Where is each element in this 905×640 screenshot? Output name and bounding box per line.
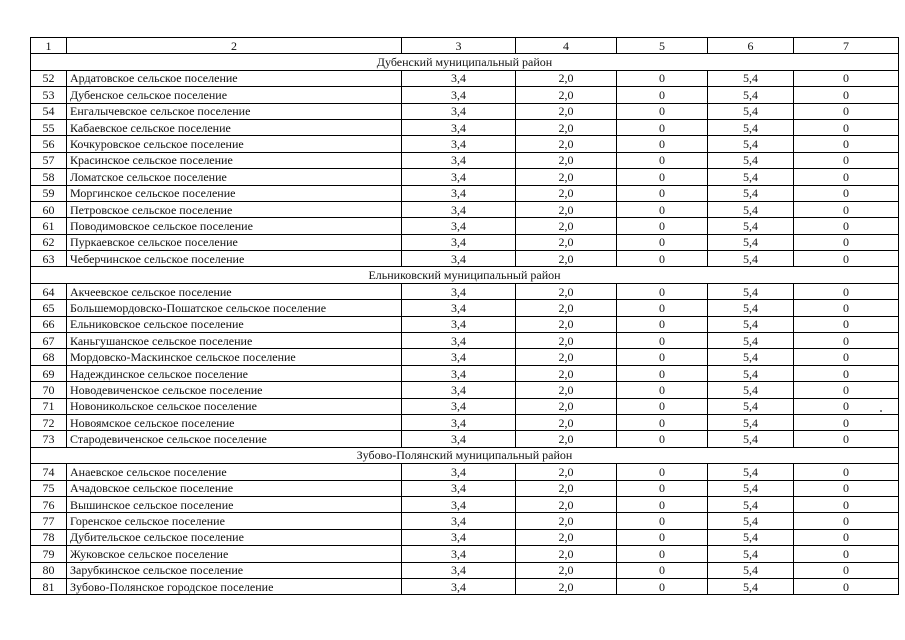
table-row — [31, 349, 899, 365]
value-col-6: 5,4 — [708, 480, 794, 496]
value-col-7: 0 — [794, 578, 899, 594]
value-col-6: 5,4 — [708, 562, 794, 578]
value-col-4: 2,0 — [516, 529, 617, 545]
row-number: 75 — [31, 480, 67, 496]
value-col-6: 5,4 — [708, 349, 794, 365]
settlement-name: Чеберчинское сельское поселение — [67, 251, 402, 267]
value-col-6: 5,4 — [708, 496, 794, 512]
row-number: 68 — [31, 349, 67, 365]
column-number: 4 — [516, 38, 617, 54]
row-number: 61 — [31, 218, 67, 234]
section-header-row — [31, 447, 899, 463]
row-number: 62 — [31, 234, 67, 250]
table-row — [31, 431, 899, 447]
value-col-7: 0 — [794, 349, 899, 365]
value-col-3: 3,4 — [402, 414, 516, 430]
row-number: 76 — [31, 496, 67, 512]
settlement-name: Моргинское сельское поселение — [67, 185, 402, 201]
value-col-5: 0 — [617, 316, 708, 332]
row-number: 60 — [31, 201, 67, 217]
value-col-5: 0 — [617, 546, 708, 562]
table-row — [31, 169, 899, 185]
value-col-7: 0 — [794, 234, 899, 250]
value-col-5: 0 — [617, 152, 708, 168]
table-row — [31, 119, 899, 135]
value-col-6: 5,4 — [708, 119, 794, 135]
value-col-7: 0 — [794, 365, 899, 381]
value-col-7: 0 — [794, 201, 899, 217]
value-col-3: 3,4 — [402, 169, 516, 185]
value-col-3: 3,4 — [402, 529, 516, 545]
value-col-4: 2,0 — [516, 218, 617, 234]
value-col-3: 3,4 — [402, 578, 516, 594]
value-col-6: 5,4 — [708, 152, 794, 168]
table-row — [31, 365, 899, 381]
value-col-4: 2,0 — [516, 578, 617, 594]
value-col-7: 0 — [794, 398, 899, 414]
value-col-5: 0 — [617, 480, 708, 496]
value-col-5: 0 — [617, 169, 708, 185]
table-row — [31, 546, 899, 562]
row-number: 78 — [31, 529, 67, 545]
value-col-4: 2,0 — [516, 513, 617, 529]
value-col-7: 0 — [794, 382, 899, 398]
table-row — [31, 70, 899, 86]
column-number: 1 — [31, 38, 67, 54]
row-number: 59 — [31, 185, 67, 201]
row-number: 65 — [31, 300, 67, 316]
value-col-5: 0 — [617, 103, 708, 119]
value-col-3: 3,4 — [402, 185, 516, 201]
settlement-name: Горенское сельское поселение — [67, 513, 402, 529]
settlement-name: Дубенское сельское поселение — [67, 87, 402, 103]
value-col-5: 0 — [617, 70, 708, 86]
value-col-6: 5,4 — [708, 316, 794, 332]
value-col-5: 0 — [617, 513, 708, 529]
value-col-6: 5,4 — [708, 365, 794, 381]
table-row — [31, 464, 899, 480]
value-col-6: 5,4 — [708, 546, 794, 562]
value-col-6: 5,4 — [708, 333, 794, 349]
value-col-4: 2,0 — [516, 103, 617, 119]
table-row — [31, 414, 899, 430]
value-col-4: 2,0 — [516, 496, 617, 512]
value-col-3: 3,4 — [402, 496, 516, 512]
row-number: 66 — [31, 316, 67, 332]
value-col-5: 0 — [617, 414, 708, 430]
settlement-name: Ельниковское сельское поселение — [67, 316, 402, 332]
settlement-name: Зубово-Полянское городское поселение — [67, 578, 402, 594]
value-col-6: 5,4 — [708, 300, 794, 316]
district-title: Зубово-Полянский муниципальный район — [31, 447, 899, 463]
settlement-name: Вышинское сельское поселение — [67, 496, 402, 512]
value-col-6: 5,4 — [708, 87, 794, 103]
value-col-4: 2,0 — [516, 365, 617, 381]
column-number: 5 — [617, 38, 708, 54]
value-col-4: 2,0 — [516, 480, 617, 496]
table-row — [31, 251, 899, 267]
value-col-6: 5,4 — [708, 398, 794, 414]
value-col-7: 0 — [794, 414, 899, 430]
settlement-name: Новоникольское сельское поселение — [67, 398, 402, 414]
value-col-4: 2,0 — [516, 119, 617, 135]
value-col-3: 3,4 — [402, 365, 516, 381]
value-col-4: 2,0 — [516, 87, 617, 103]
settlement-name: Пуркаевское сельское поселение — [67, 234, 402, 250]
value-col-3: 3,4 — [402, 119, 516, 135]
value-col-3: 3,4 — [402, 283, 516, 299]
value-col-3: 3,4 — [402, 464, 516, 480]
table-row — [31, 398, 899, 414]
settlement-name: Кочкуровское сельское поселение — [67, 136, 402, 152]
value-col-4: 2,0 — [516, 70, 617, 86]
column-number: 6 — [708, 38, 794, 54]
value-col-7: 0 — [794, 300, 899, 316]
table-row — [31, 333, 899, 349]
row-number: 77 — [31, 513, 67, 529]
row-number: 57 — [31, 152, 67, 168]
value-col-7: 0 — [794, 152, 899, 168]
row-number: 71 — [31, 398, 67, 414]
value-col-4: 2,0 — [516, 414, 617, 430]
district-title: Ельниковский муниципальный район — [31, 267, 899, 283]
value-col-6: 5,4 — [708, 529, 794, 545]
value-col-6: 5,4 — [708, 513, 794, 529]
value-col-7: 0 — [794, 480, 899, 496]
value-col-6: 5,4 — [708, 218, 794, 234]
settlement-name: Ачадовское сельское поселение — [67, 480, 402, 496]
value-col-4: 2,0 — [516, 464, 617, 480]
value-col-4: 2,0 — [516, 333, 617, 349]
row-number: 72 — [31, 414, 67, 430]
value-col-5: 0 — [617, 529, 708, 545]
value-col-7: 0 — [794, 169, 899, 185]
value-col-5: 0 — [617, 333, 708, 349]
value-col-5: 0 — [617, 464, 708, 480]
settlement-name: Каньгушанское сельское поселение — [67, 333, 402, 349]
value-col-3: 3,4 — [402, 431, 516, 447]
row-number: 54 — [31, 103, 67, 119]
row-number: 81 — [31, 578, 67, 594]
value-col-4: 2,0 — [516, 349, 617, 365]
table-row — [31, 300, 899, 316]
value-col-4: 2,0 — [516, 169, 617, 185]
table-row — [31, 480, 899, 496]
column-number: 2 — [67, 38, 402, 54]
value-col-5: 0 — [617, 87, 708, 103]
value-col-4: 2,0 — [516, 234, 617, 250]
value-col-4: 2,0 — [516, 283, 617, 299]
value-col-4: 2,0 — [516, 398, 617, 414]
row-number: 52 — [31, 70, 67, 86]
value-col-5: 0 — [617, 562, 708, 578]
value-col-7: 0 — [794, 218, 899, 234]
section-header-row — [31, 267, 899, 283]
value-col-6: 5,4 — [708, 185, 794, 201]
table-row — [31, 152, 899, 168]
value-col-3: 3,4 — [402, 70, 516, 86]
value-col-5: 0 — [617, 283, 708, 299]
value-col-3: 3,4 — [402, 398, 516, 414]
value-col-5: 0 — [617, 382, 708, 398]
value-col-4: 2,0 — [516, 201, 617, 217]
table-row — [31, 578, 899, 594]
value-col-5: 0 — [617, 185, 708, 201]
value-col-5: 0 — [617, 578, 708, 594]
district-title: Дубенский муниципальный район — [31, 54, 899, 70]
value-col-5: 0 — [617, 136, 708, 152]
table-row — [31, 185, 899, 201]
value-col-5: 0 — [617, 234, 708, 250]
table-row — [31, 562, 899, 578]
settlement-name: Жуковское сельское поселение — [67, 546, 402, 562]
value-col-6: 5,4 — [708, 464, 794, 480]
value-col-3: 3,4 — [402, 480, 516, 496]
value-col-7: 0 — [794, 333, 899, 349]
value-col-4: 2,0 — [516, 316, 617, 332]
value-col-7: 0 — [794, 136, 899, 152]
value-col-6: 5,4 — [708, 201, 794, 217]
settlement-name: Новоямское сельское поселение — [67, 414, 402, 430]
value-col-6: 5,4 — [708, 382, 794, 398]
value-col-7: 0 — [794, 513, 899, 529]
value-col-6: 5,4 — [708, 234, 794, 250]
value-col-7: 0 — [794, 251, 899, 267]
value-col-3: 3,4 — [402, 201, 516, 217]
table-row — [31, 529, 899, 545]
row-number: 53 — [31, 87, 67, 103]
value-col-3: 3,4 — [402, 218, 516, 234]
table-row — [31, 136, 899, 152]
settlement-name: Зарубкинское сельское поселение — [67, 562, 402, 578]
value-col-7: 0 — [794, 87, 899, 103]
table-row — [31, 234, 899, 250]
row-number: 63 — [31, 251, 67, 267]
settlement-name: Акчеевское сельское поселение — [67, 283, 402, 299]
value-col-4: 2,0 — [516, 562, 617, 578]
value-col-6: 5,4 — [708, 70, 794, 86]
value-col-4: 2,0 — [516, 546, 617, 562]
value-col-7: 0 — [794, 70, 899, 86]
value-col-3: 3,4 — [402, 103, 516, 119]
column-number: 3 — [402, 38, 516, 54]
settlement-name: Ломатское сельское поселение — [67, 169, 402, 185]
table-row — [31, 103, 899, 119]
value-col-3: 3,4 — [402, 152, 516, 168]
value-col-5: 0 — [617, 496, 708, 512]
value-col-5: 0 — [617, 119, 708, 135]
row-number: 64 — [31, 283, 67, 299]
settlement-name: Новодевиченское сельское поселение — [67, 382, 402, 398]
value-col-5: 0 — [617, 251, 708, 267]
settlement-name: Кабаевское сельское поселение — [67, 119, 402, 135]
value-col-7: 0 — [794, 562, 899, 578]
value-col-4: 2,0 — [516, 251, 617, 267]
value-col-7: 0 — [794, 119, 899, 135]
value-col-3: 3,4 — [402, 234, 516, 250]
value-col-7: 0 — [794, 316, 899, 332]
scan-speck — [880, 410, 882, 412]
value-col-5: 0 — [617, 431, 708, 447]
value-col-5: 0 — [617, 300, 708, 316]
data-table — [30, 37, 899, 595]
value-col-4: 2,0 — [516, 136, 617, 152]
value-col-3: 3,4 — [402, 251, 516, 267]
settlement-name: Поводимовское сельское поселение — [67, 218, 402, 234]
value-col-7: 0 — [794, 431, 899, 447]
row-number: 79 — [31, 546, 67, 562]
settlement-name: Анаевское сельское поселение — [67, 464, 402, 480]
row-number: 67 — [31, 333, 67, 349]
value-col-7: 0 — [794, 496, 899, 512]
table-row — [31, 201, 899, 217]
settlement-name: Енгалычевское сельское поселение — [67, 103, 402, 119]
value-col-6: 5,4 — [708, 103, 794, 119]
value-col-4: 2,0 — [516, 185, 617, 201]
settlement-name: Стародевиченское сельское поселение — [67, 431, 402, 447]
value-col-5: 0 — [617, 398, 708, 414]
settlement-name: Красинское сельское поселение — [67, 152, 402, 168]
value-col-5: 0 — [617, 365, 708, 381]
row-number: 74 — [31, 464, 67, 480]
settlement-name: Петровское сельское поселение — [67, 201, 402, 217]
value-col-6: 5,4 — [708, 414, 794, 430]
value-col-6: 5,4 — [708, 251, 794, 267]
row-number: 69 — [31, 365, 67, 381]
value-col-7: 0 — [794, 103, 899, 119]
value-col-6: 5,4 — [708, 283, 794, 299]
value-col-3: 3,4 — [402, 300, 516, 316]
value-col-5: 0 — [617, 218, 708, 234]
value-col-7: 0 — [794, 464, 899, 480]
row-number: 70 — [31, 382, 67, 398]
row-number: 58 — [31, 169, 67, 185]
value-col-3: 3,4 — [402, 382, 516, 398]
value-col-3: 3,4 — [402, 562, 516, 578]
value-col-6: 5,4 — [708, 431, 794, 447]
table-row — [31, 382, 899, 398]
row-number: 56 — [31, 136, 67, 152]
value-col-3: 3,4 — [402, 333, 516, 349]
value-col-7: 0 — [794, 283, 899, 299]
value-col-3: 3,4 — [402, 349, 516, 365]
value-col-4: 2,0 — [516, 382, 617, 398]
value-col-4: 2,0 — [516, 431, 617, 447]
value-col-3: 3,4 — [402, 546, 516, 562]
column-number-row — [31, 38, 899, 54]
settlement-name: Дубительское сельское поселение — [67, 529, 402, 545]
value-col-7: 0 — [794, 529, 899, 545]
value-col-3: 3,4 — [402, 87, 516, 103]
section-header-row — [31, 54, 899, 70]
table-row — [31, 283, 899, 299]
table-row — [31, 316, 899, 332]
value-col-5: 0 — [617, 349, 708, 365]
value-col-7: 0 — [794, 185, 899, 201]
table-row — [31, 513, 899, 529]
table-row — [31, 218, 899, 234]
value-col-4: 2,0 — [516, 300, 617, 316]
table-body — [31, 38, 899, 595]
table-row — [31, 496, 899, 512]
value-col-6: 5,4 — [708, 578, 794, 594]
settlement-name: Мордовско-Маскинское сельское поселение — [67, 349, 402, 365]
settlement-name: Надеждинское сельское поселение — [67, 365, 402, 381]
value-col-5: 0 — [617, 201, 708, 217]
settlement-name: Большемордовско-Пошатское сельское поселение — [67, 300, 402, 316]
row-number: 55 — [31, 119, 67, 135]
value-col-4: 2,0 — [516, 152, 617, 168]
row-number: 80 — [31, 562, 67, 578]
settlement-name: Ардатовское сельское поселение — [67, 70, 402, 86]
value-col-3: 3,4 — [402, 136, 516, 152]
value-col-6: 5,4 — [708, 136, 794, 152]
value-col-3: 3,4 — [402, 513, 516, 529]
value-col-6: 5,4 — [708, 169, 794, 185]
value-col-7: 0 — [794, 546, 899, 562]
row-number: 73 — [31, 431, 67, 447]
value-col-3: 3,4 — [402, 316, 516, 332]
table-row — [31, 87, 899, 103]
column-number: 7 — [794, 38, 899, 54]
